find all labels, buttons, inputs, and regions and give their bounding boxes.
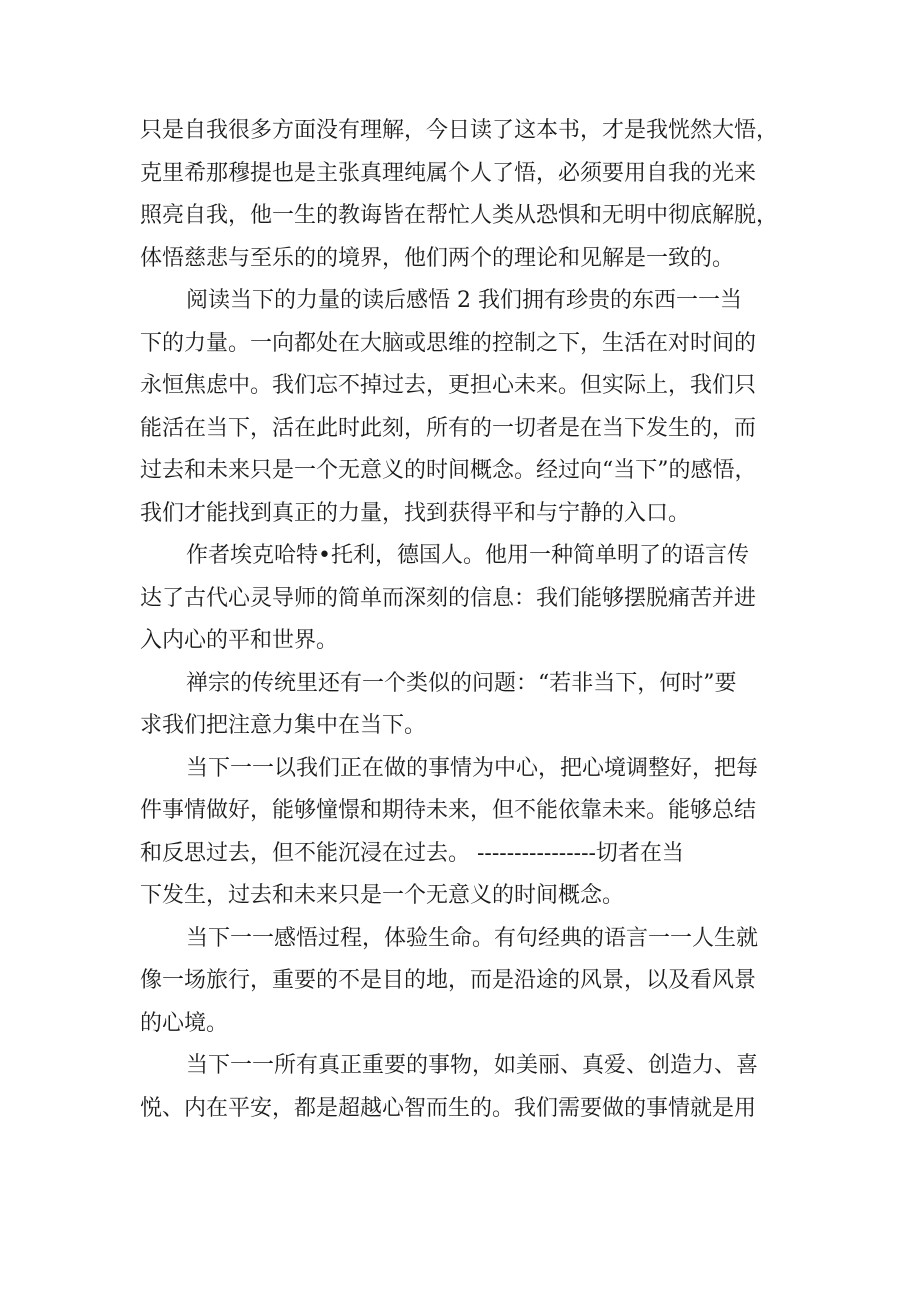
text-line: 禅宗的传统里还有一个类似的问题：“若非当下，何时”要 [186, 670, 737, 696]
text-line: 阅读当下的力量的读后感悟 2 我们拥有珍贵的东西一一当 [186, 288, 742, 313]
text-line: 像一场旅行，重要的不是目的地，而是沿途的风景，以及看风景 [140, 968, 757, 993]
text-line: 件事情做好，能够憧憬和期待未来，但不能依靠未来。能够总结 [140, 798, 757, 823]
text-line: 入内心的平和世界。 [140, 628, 339, 653]
text-line: 下的力量。一向都处在大脑或思维的控制之下，生活在对时间的 [140, 330, 757, 356]
text-line: 达了古代心灵导师的简单而深刻的信息：我们能够摆脱痛苦并进 [140, 585, 757, 611]
text-line: 只是自我很多方面没有理解，今日读了这本书，才是我恍然大悟， [140, 118, 779, 143]
paragraph [140, 110, 790, 280]
document-body [140, 110, 790, 1130]
paragraph [140, 748, 790, 918]
text-line: 的心境。 [140, 1010, 229, 1036]
text-line: 当下一一所有真正重要的事物，如美丽、真爱、创造力、喜 [186, 1053, 759, 1078]
paragraph [140, 535, 790, 663]
text-line: 能活在当下，活在此时此刻，所有的一切者是在当下发生的，而 [140, 415, 757, 441]
text-line: 作者埃克哈特•托利，德国人。他用一种简单明了的语言传 [186, 543, 749, 568]
paragraph [140, 1045, 790, 1130]
text-line: 和反思过去，但不能沉浸在过去。 ----------------切者在当 [140, 840, 684, 866]
text-line: 悦、内在平安，都是超越心智而生的。我们需要做的事情就是用 [140, 1095, 757, 1121]
text-line: 永恒焦虑中。我们忘不掉过去，更担心未来。但实际上，我们只 [140, 373, 757, 398]
paragraph [140, 918, 790, 1046]
text-line: 克里希那穆提也是主张真理纯属个人了悟，必须要用自我的光来 [140, 160, 757, 186]
text-line: 我们才能找到真正的力量，找到获得平和与宁静的入口。 [140, 500, 691, 526]
text-line: 当下一一感悟过程，体验生命。有句经典的语言一一人生就 [186, 925, 759, 951]
paragraph [140, 280, 790, 535]
text-line: 求我们把注意力集中在当下。 [140, 713, 427, 738]
paragraph [140, 663, 790, 748]
text-line: 照亮自我，他一生的教诲皆在帮忙人类从恐惧和无明中彻底解脱， [140, 203, 779, 228]
text-line: 体悟慈悲与至乐的的境界，他们两个的理论和见解是一致的。 [140, 245, 735, 271]
text-line: 当下一一以我们正在做的事情为中心，把心境调整好，把每 [186, 755, 759, 781]
text-line: 过去和未来只是一个无意义的时间概念。经过向“当下”的感悟， [140, 458, 757, 483]
text-line: 下发生，过去和未来只是一个无意义的时间概念。 [140, 883, 625, 908]
